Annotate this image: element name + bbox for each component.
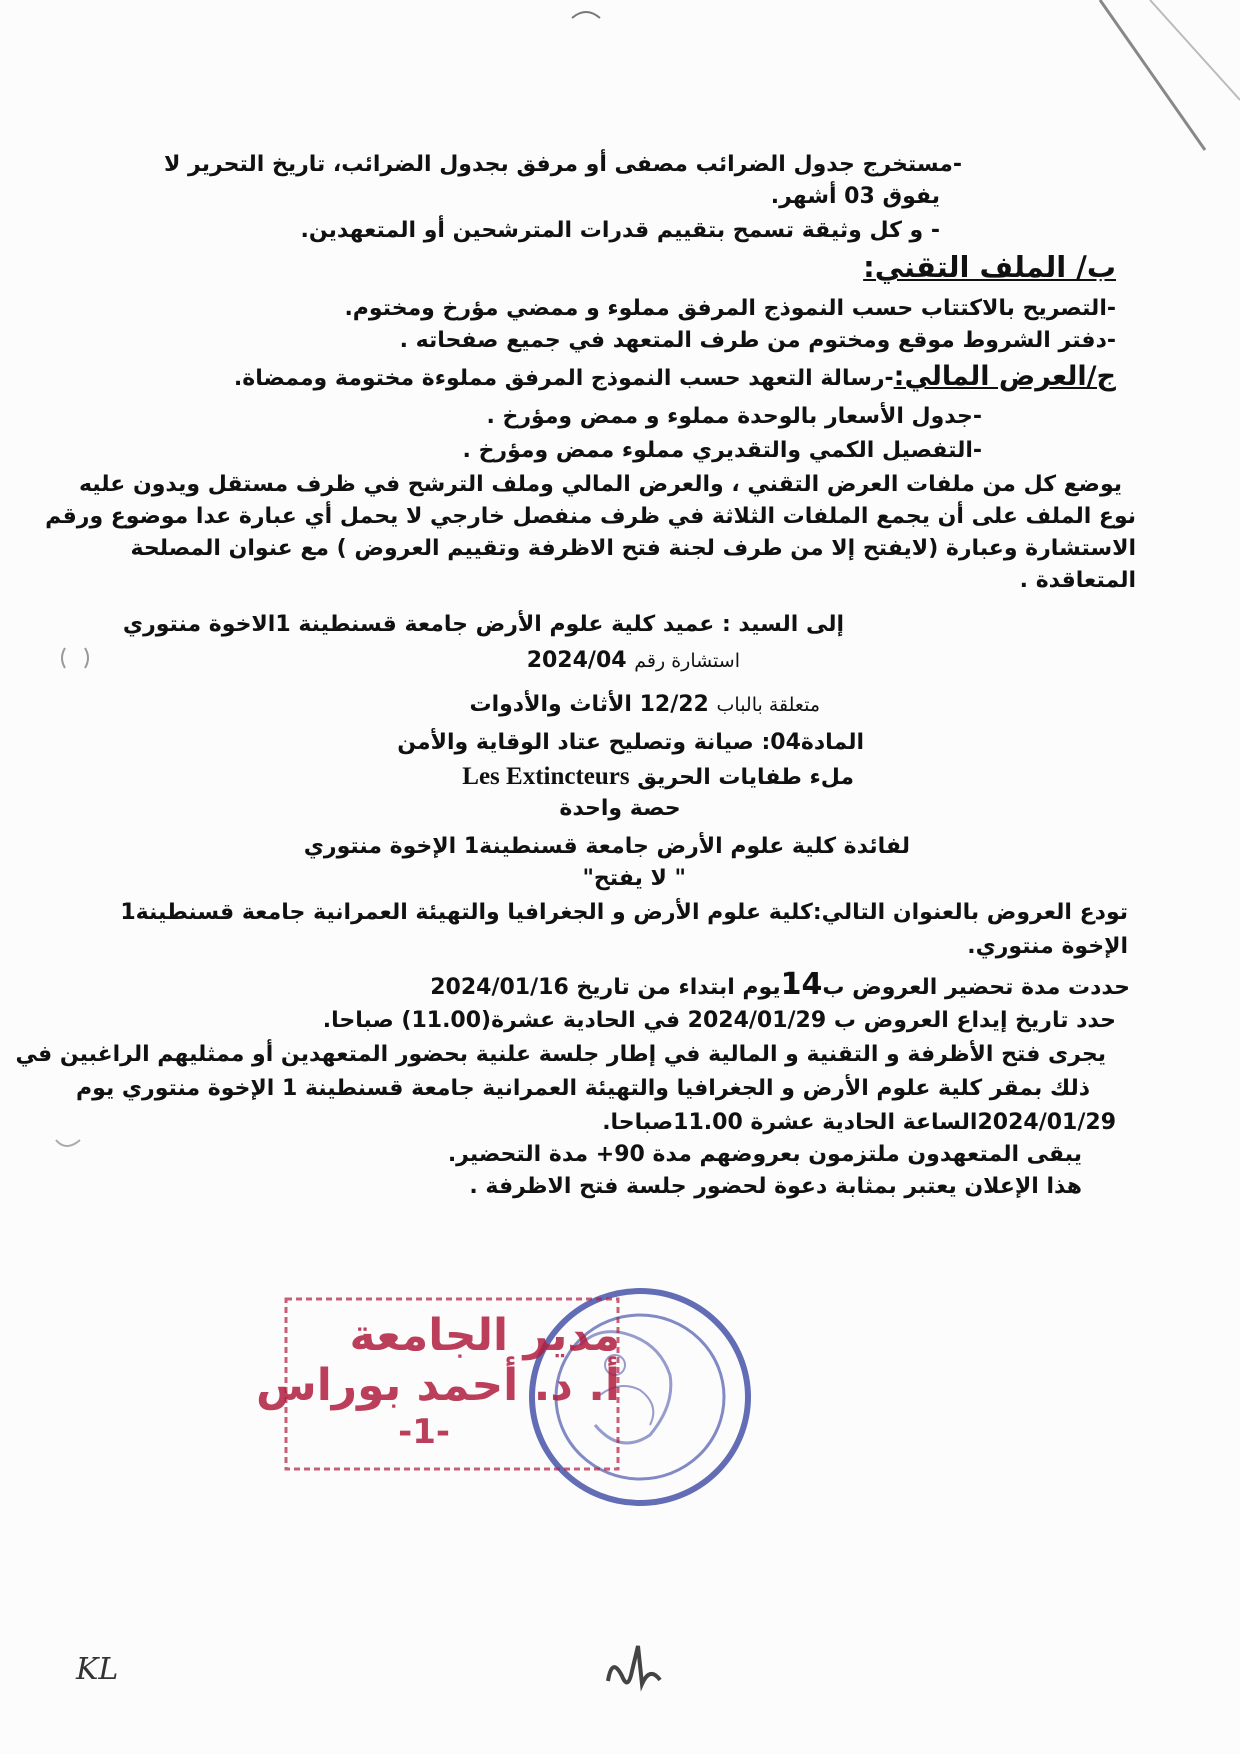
deadline-line: حدد تاريخ إيداع العروض ب 2024/01/29 في الحادية عشرة(11.00) صباحا. xyxy=(322,1008,1116,1033)
lot-line: حصة واحدة xyxy=(559,796,681,821)
handwritten-initials: KL xyxy=(76,1652,119,1687)
tax-extract-line-2: يفوق 03 أشهر. xyxy=(770,184,940,209)
prep-part-1: حددت مدة تحضير العروض ب xyxy=(822,975,1130,1000)
opening-line-3: 2024/01/29الساعة الحادية عشرة 11.00صباحا. xyxy=(602,1110,1116,1135)
subject-french: Les Extincteurs xyxy=(462,763,630,790)
packaging-line-1: يوضع كل من ملفات العرض التقني ، والعرض المالي وملف الترشح في ظرف مستقل ويدون عليه xyxy=(78,472,1122,497)
stamp-number: -1- xyxy=(398,1412,450,1452)
envelope-addressee: إلى السيد : عميد كلية علوم الأرض جامعة قسنطينة 1الاخوة منتوري xyxy=(122,612,844,637)
eval-document-line: - و كل وثيقة تسمح بتقييم قدرات المترشحين أو المتعهدين. xyxy=(300,218,940,243)
prep-part-2: يوم ابتداء من تاريخ 2024/01/16 xyxy=(430,975,781,1000)
financial-offer-item-2: -جدول الأسعار بالوحدة مملوء و ممض ومؤرخ . xyxy=(486,404,982,429)
packaging-line-3: الاستشارة وعبارة (لايفتح إلا من طرف لجنة فتح الاظرفة وتقييم العروض ) مع عنوان المصلحة xyxy=(130,536,1136,561)
chapter-value: 12/22 الأثاث والأدوات xyxy=(469,692,709,717)
article-line: المادة04: صيانة وتصليح عتاد الوقاية والأمن xyxy=(397,730,864,755)
technical-file-item-2: -دفتر الشروط موقع ومختوم من طرف المتعهد في جميع صفحاته . xyxy=(399,328,1116,353)
technical-file-title: ب/ الملف التقني: xyxy=(863,250,1116,284)
prep-days: 14 xyxy=(780,967,823,1002)
consultation-value: 2024/04 xyxy=(526,648,627,673)
beneficiary-line: لفائدة كلية علوم الأرض جامعة قسنطينة1 الإخوة منتوري xyxy=(303,834,910,859)
subject-arabic: ملء طفايات الحريق xyxy=(637,765,854,790)
packaging-line-2: نوع الملف على أن يجمع الملفات الثلاثة في ظرف منفصل خارجي لا يحمل أي عبارة عدا موضوع ورقم xyxy=(45,504,1136,529)
handwritten-signature xyxy=(598,1636,668,1696)
chapter-label: متعلقة بالباب xyxy=(716,694,820,716)
stamp-name: أ. د. أحمد بوراس xyxy=(256,1360,620,1411)
financial-offer-line xyxy=(234,362,1116,394)
financial-offer-item-1: -رسالة التعهد حسب النموذج المرفق مملوءة مختومة وممضاة. xyxy=(233,366,894,391)
deposit-line-1: تودع العروض بالعنوان التالي:كلية علوم الأرض و الجغرافيا والتهيئة العمرانية جامعة قسنطينة1 xyxy=(120,900,1128,925)
consultation-label: استشارة رقم xyxy=(634,650,740,672)
tax-extract-line-1: -مستخرج جدول الضرائب مصفى أو مرفق بجدول الضرائب، تاريخ التحرير لا xyxy=(164,152,962,177)
preparation-period-line xyxy=(430,967,1130,1003)
subject-line xyxy=(462,762,854,793)
technical-file-item-1: -التصريح بالاكتتاب حسب النموذج المرفق مملوء و ممضي مؤرخ ومختوم. xyxy=(344,296,1116,321)
punch-hole-mark xyxy=(55,640,95,680)
deposit-line-2: الإخوة منتوري. xyxy=(967,934,1128,959)
financial-offer-item-3: -التفصيل الكمي والتقديري مملوء ممض ومؤرخ . xyxy=(462,438,982,463)
financial-offer-title: ج/العرض المالي: xyxy=(893,361,1116,392)
invitation-line: هذا الإعلان يعتبر بمثابة دعوة لحضور جلسة فتح الاظرفة . xyxy=(469,1174,1082,1199)
consultation-number xyxy=(527,646,740,676)
opening-line-1: يجرى فتح الأظرفة و التقنية و المالية في إطار جلسة علنية بحضور المتعهدين أو ممثليهم الراغبين في xyxy=(15,1042,1106,1067)
do-not-open-line: " لا يفتح" xyxy=(582,866,686,891)
packaging-line-4: المتعاقدة . xyxy=(1019,568,1136,593)
chapter-line xyxy=(469,690,820,720)
stamp-title: مدير الجامعة xyxy=(349,1310,620,1361)
validity-line: يبقى المتعهدون ملتزمون بعروضهم مدة 90+ مدة التحضير. xyxy=(447,1142,1082,1167)
opening-line-2: ذلك بمقر كلية علوم الأرض و الجغرافيا والتهيئة العمرانية جامعة قسنطينة 1 الإخوة منتوري يوم xyxy=(76,1076,1090,1101)
punch-hole-mark xyxy=(50,1130,90,1160)
